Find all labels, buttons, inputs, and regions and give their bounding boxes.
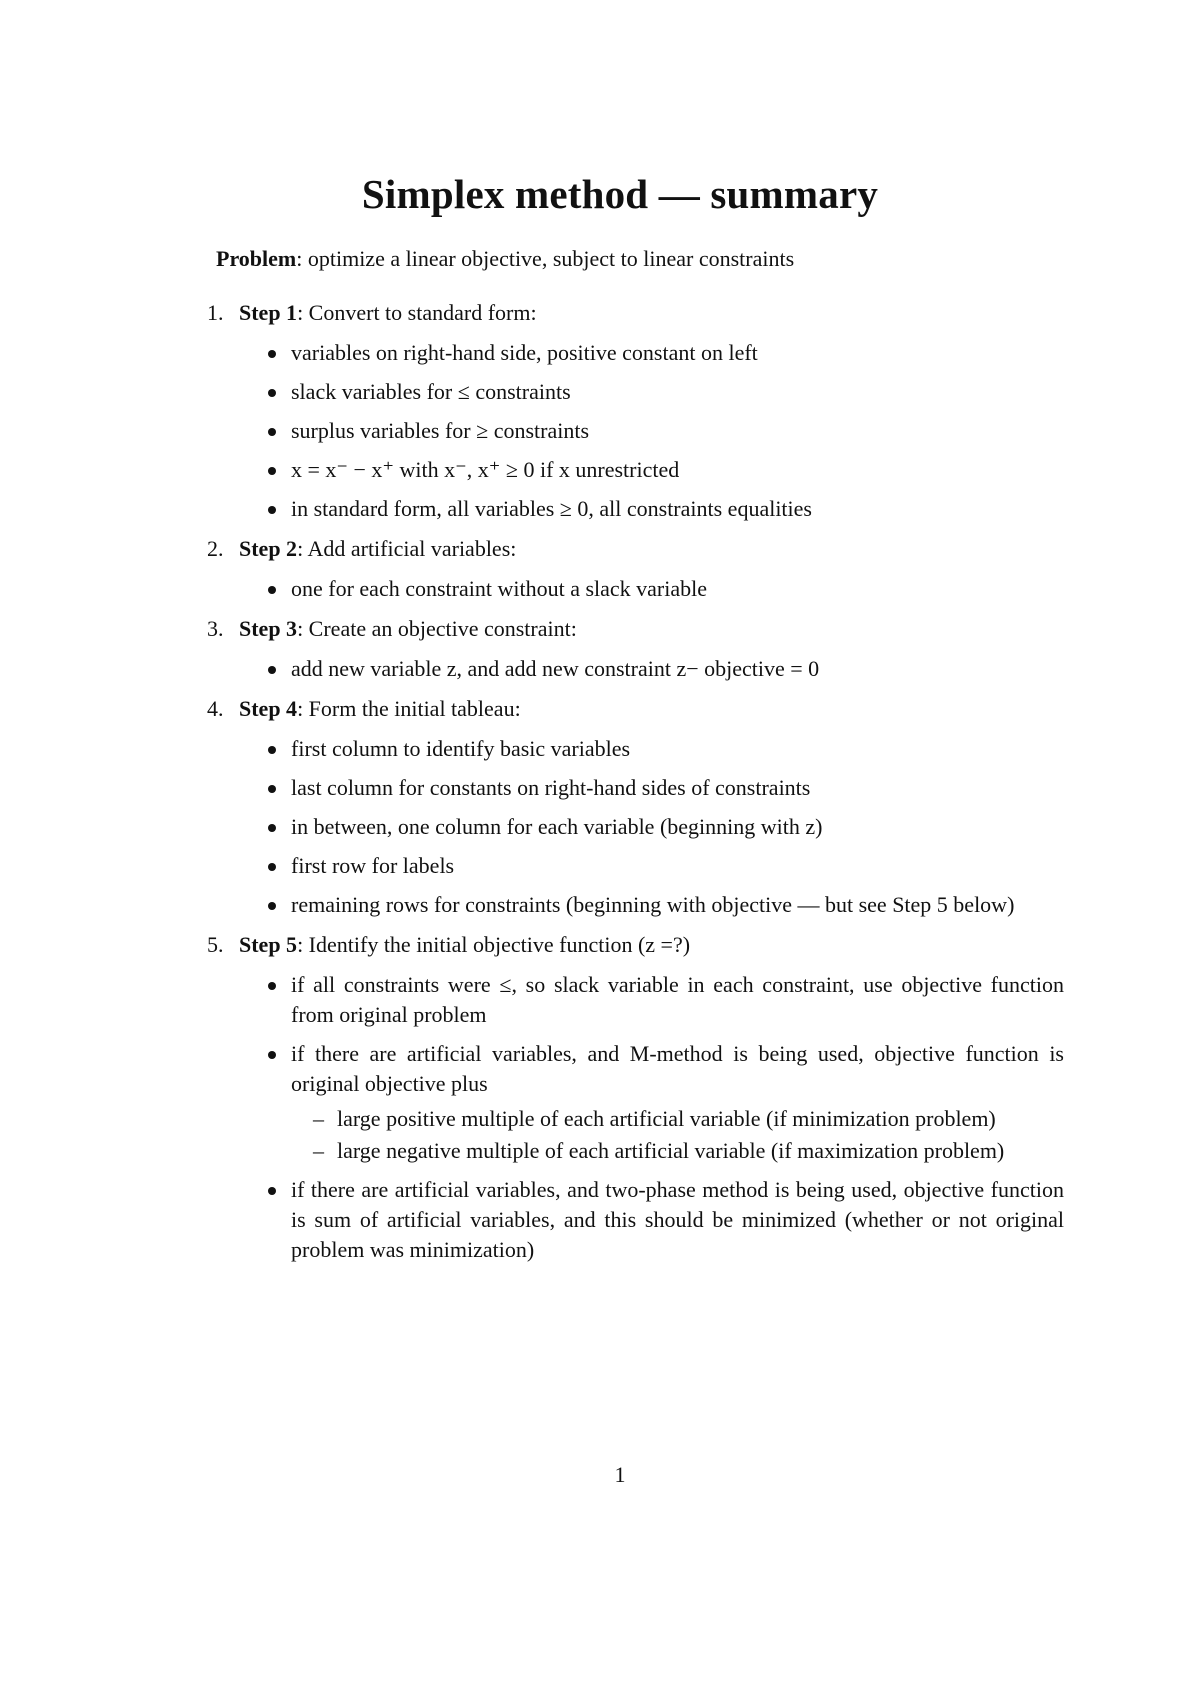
bullet-item: in between, one column for each variable (beginning with z) [263, 812, 1064, 842]
step-number: 3. [207, 616, 224, 641]
bullet-item: add new variable z, and add new constraint z− objective = 0 [263, 654, 1064, 684]
step-heading [239, 298, 1064, 328]
page-title: Simplex method — summary [361, 171, 879, 217]
step-text: : Create an objective constraint: [297, 616, 577, 641]
bullet-list [239, 734, 1064, 920]
step-number: 2. [207, 536, 224, 561]
bullet-item: first column to identify basic variables [263, 734, 1064, 764]
sub-bullet-list [291, 1104, 1064, 1166]
step-3 [194, 614, 1064, 684]
problem-text: : optimize a linear objective, subject to linear constraints [296, 246, 795, 271]
steps-list [194, 298, 1064, 1275]
bullet-item [263, 1039, 1064, 1166]
bullet-item: variables on right-hand side, positive constant on left [263, 338, 1064, 368]
bullet-item: surplus variables for ≥ constraints [263, 416, 1064, 446]
step-label: Step 1 [239, 300, 298, 325]
bullet-item: slack variables for ≤ constraints [263, 377, 1064, 407]
bullet-list [239, 574, 1064, 604]
step-number: 4. [207, 696, 224, 721]
step-heading [239, 614, 1064, 644]
bullet-list [239, 970, 1064, 1265]
bullet-item: one for each constraint without a slack variable [263, 574, 1064, 604]
bullet-item: remaining rows for constraints (beginning with objective — but see Step 5 below) [263, 890, 1064, 920]
step-label: Step 3 [239, 616, 298, 641]
step-text: : Form the initial tableau: [297, 696, 521, 721]
step-heading [239, 930, 1064, 960]
bullet-text: if there are artificial variables, and M-method is being used, objective function is original objective plus [291, 1041, 1064, 1096]
step-text: : Identify the initial objective function (z =?) [297, 932, 691, 957]
sub-bullet-item: – large negative multiple of each artificial variable (if maximization problem) [313, 1136, 1064, 1166]
step-label: Step 2 [239, 536, 298, 561]
sub-bullet-item: – large positive multiple of each artificial variable (if minimization problem) [313, 1104, 1064, 1134]
bullet-item: if all constraints were ≤, so slack variable in each constraint, use objective function from original problem [263, 970, 1064, 1030]
step-label: Step 5 [239, 932, 298, 957]
bullet-item: in standard form, all variables ≥ 0, all constraints equalities [263, 494, 1064, 524]
step-number: 5. [207, 932, 224, 957]
bullet-item: x = x⁻ − x⁺ with x⁻, x⁺ ≥ 0 if x unrestricted [263, 455, 1064, 485]
bullet-item: last column for constants on right-hand sides of constraints [263, 773, 1064, 803]
page-number: 1 [614, 1462, 626, 1487]
step-1 [194, 298, 1064, 524]
bullet-list [239, 654, 1064, 684]
step-text: : Add artificial variables: [297, 536, 517, 561]
bullet-item: if there are artificial variables, and two-phase method is being used, objective function is sum of artificial variables, and this should be minimized (whether or not original problem was minimization) [263, 1175, 1064, 1265]
step-text: : Convert to standard form: [297, 300, 537, 325]
step-5 [194, 930, 1064, 1265]
step-heading [239, 694, 1064, 724]
step-label: Step 4 [239, 696, 298, 721]
problem-statement [216, 246, 794, 272]
problem-label: Problem [216, 246, 297, 271]
step-2 [194, 534, 1064, 604]
bullet-list [239, 338, 1064, 524]
step-number: 1. [207, 300, 224, 325]
bullet-item: first row for labels [263, 851, 1064, 881]
step-4 [194, 694, 1064, 920]
step-heading [239, 534, 1064, 564]
